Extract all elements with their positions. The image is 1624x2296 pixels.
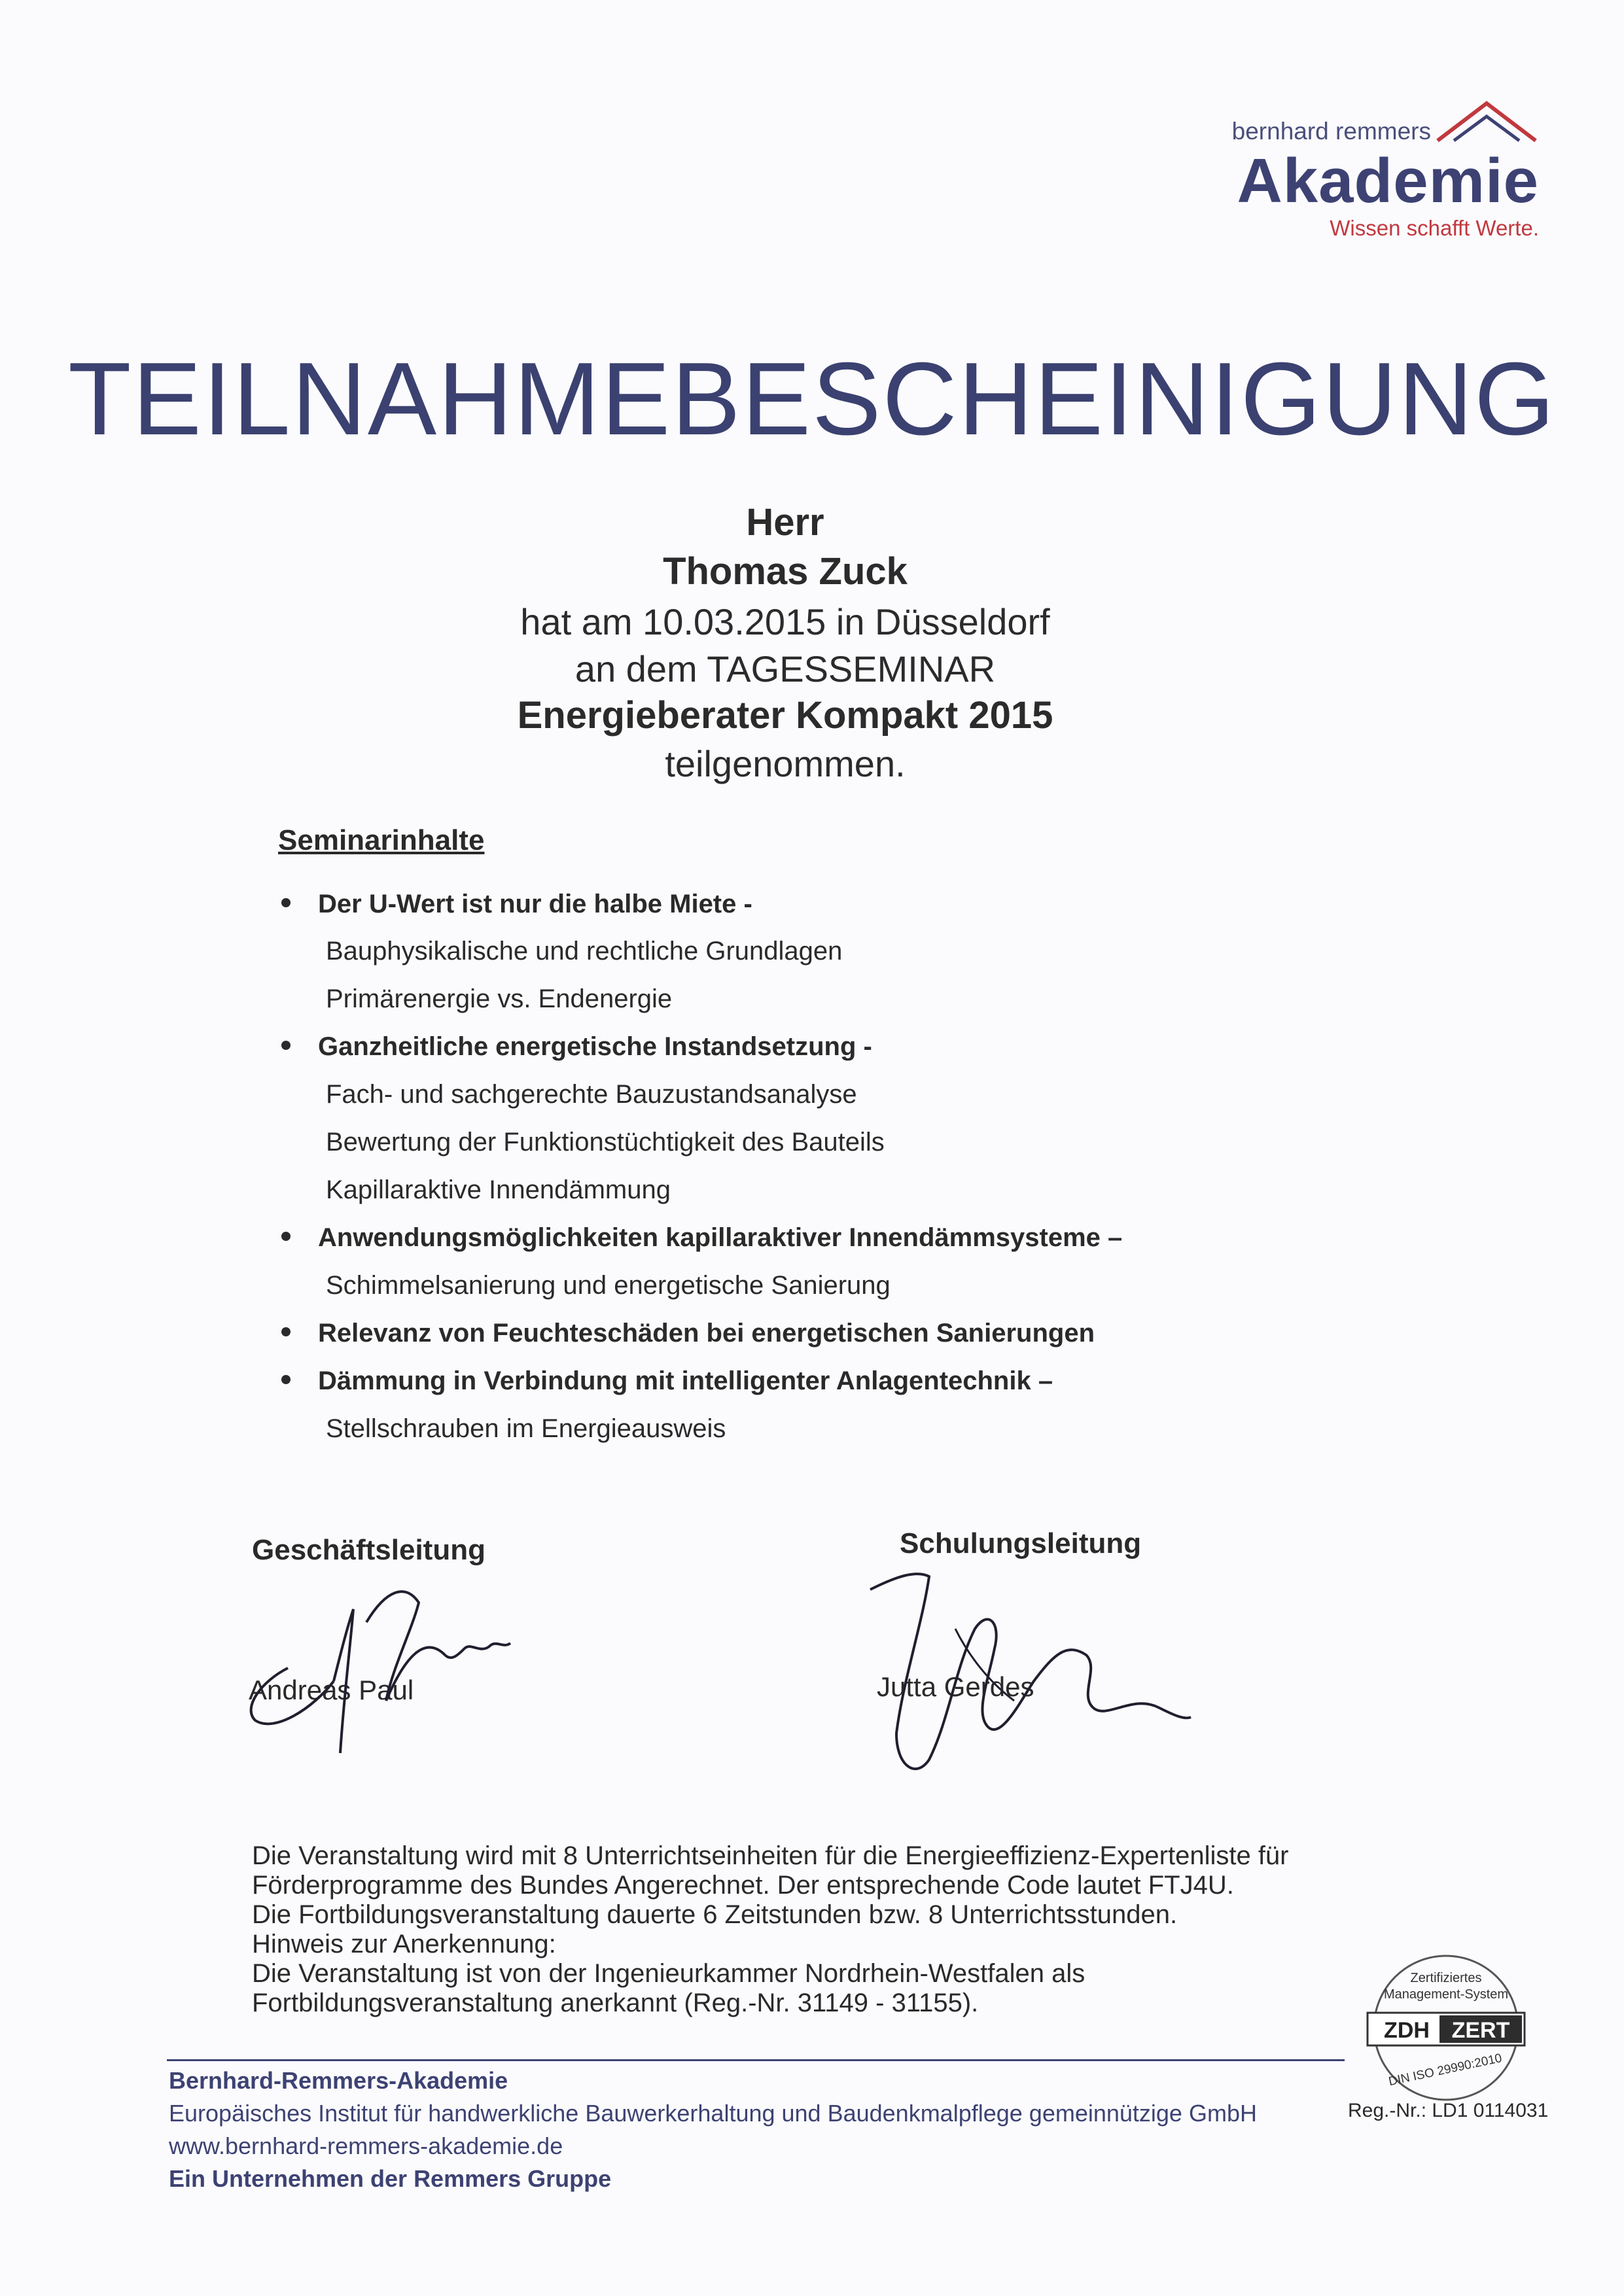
seminar-item-title: Ganzheitliche energetische Instandsetzung -	[318, 1032, 872, 1061]
footer-group: Ein Unternehmen der Remmers Gruppe	[169, 2165, 612, 2192]
seminar-subitem: Schimmelsanierung und energetische Sanierung	[326, 1271, 891, 1300]
seminar-item	[281, 1223, 1122, 1253]
seal-badge-left: ZDH	[1384, 2018, 1430, 2043]
note-line: Hinweis zur Anerkennung:	[252, 1930, 556, 1958]
seminar-subitem: Primärenergie vs. Endenergie	[326, 984, 673, 1013]
date-location: hat am 10.03.2015 in Düsseldorf	[520, 601, 1050, 642]
note-line: Förderprogramme des Bundes Angerechnet. Der entsprechende Code lautet FTJ4U.	[252, 1871, 1234, 1900]
note-line: Die Veranstaltung ist von der Ingenieurkammer Nordrhein-Westfalen als	[252, 1959, 1086, 1988]
management-label: Geschäftsleitung	[252, 1534, 485, 1566]
note-line: Fortbildungsveranstaltung anerkannt (Reg.-Nr. 31149 - 31155).	[252, 1989, 979, 2017]
footer-org: Bernhard-Remmers-Akademie	[169, 2067, 508, 2094]
seminar-item-title: Relevanz von Feuchteschäden bei energetischen Sanierungen	[318, 1319, 1095, 1348]
logo-brand: bernhard remmers	[1231, 118, 1431, 145]
seminar-heading: Seminarinhalte	[278, 824, 485, 856]
seal-top-text: Zertifiziertes	[1410, 1971, 1482, 1985]
seminar-subitem: Stellschrauben im Energieausweis	[326, 1414, 726, 1443]
note-line: Die Fortbildungsveranstaltung dauerte 6 Zeitstunden bzw. 8 Unterrichtsstunden.	[252, 1900, 1178, 1929]
seal-iso-text: DIN ISO 29990:2010	[1387, 2051, 1504, 2089]
course-name: Energieberater Kompakt 2015	[517, 694, 1053, 737]
bullet-icon	[281, 898, 291, 907]
seminar-item	[281, 1319, 1095, 1348]
bullet-icon	[281, 1327, 291, 1336]
seminar-item	[281, 1366, 1053, 1396]
certification-seal	[1348, 1953, 1544, 2110]
seminar-item-title: Dämmung in Verbindung mit intelligenter Anlagentechnik –	[318, 1366, 1053, 1395]
note-line: Die Veranstaltung wird mit 8 Unterrichtseinheiten für die Energieeffizienz-Expertenliste für	[252, 1841, 1289, 1870]
management-signature	[236, 1557, 537, 1773]
document-title: TEILNAHMEBESCHEINIGUNG	[68, 341, 1556, 457]
footer-description: Europäisches Institut für handwerkliche Bauwerkerhaltung und Baudenkmalpflege gemeinnützige GmbH	[169, 2100, 1257, 2127]
seminar-item-title: Der U-Wert ist nur die halbe Miete -	[318, 890, 752, 918]
management-name: Andreas Paul	[249, 1675, 414, 1705]
seminar-subitem: Bauphysikalische und rechtliche Grundlagen	[326, 937, 843, 965]
certification-reg-number: Reg.-Nr.: LD1 0114031	[1348, 2100, 1549, 2121]
roof-icon	[1434, 98, 1539, 144]
recipient-name: Thomas Zuck	[663, 550, 908, 593]
bullet-icon	[281, 1232, 291, 1241]
salutation: Herr	[746, 501, 824, 544]
footer-divider	[167, 2059, 1345, 2061]
training-label: Schulungsleitung	[900, 1527, 1142, 1559]
training-signature	[857, 1550, 1197, 1792]
seal-badge-right: ZERT	[1451, 2018, 1510, 2043]
seminar-item	[281, 1032, 872, 1062]
logo-name: Akademie	[1237, 146, 1539, 216]
logo-claim: Wissen schafft Werte.	[1330, 216, 1539, 240]
seminar-item	[281, 890, 752, 919]
seminar-subitem: Bewertung der Funktionstüchtigkeit des Bauteils	[326, 1128, 885, 1157]
training-name: Jutta Gerdes	[877, 1671, 1034, 1702]
seminar-subitem: Kapillaraktive Innendämmung	[326, 1175, 671, 1204]
bullet-icon	[281, 1375, 291, 1384]
footer-url: www.bernhard-remmers-akademie.de	[169, 2132, 563, 2159]
academy-logo	[1199, 98, 1539, 249]
closing-text: teilgenommen.	[665, 743, 906, 784]
seminar-subitem: Fach- und sachgerechte Bauzustandsanalyse	[326, 1080, 857, 1109]
event-type: an dem TAGESSEMINAR	[574, 648, 996, 689]
bullet-icon	[281, 1041, 291, 1050]
seminar-item-title: Anwendungsmöglichkeiten kapillaraktiver Innendämmsysteme –	[318, 1223, 1123, 1252]
seal-middle-text: Management-System	[1383, 1987, 1509, 2002]
